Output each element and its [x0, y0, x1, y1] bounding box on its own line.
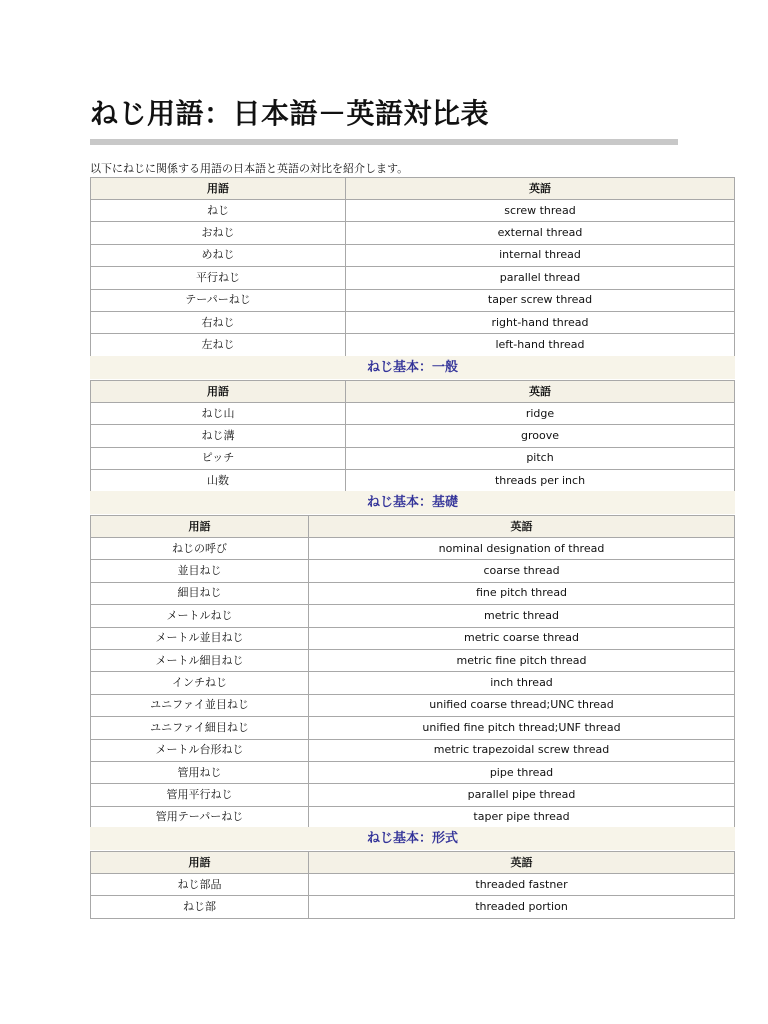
- header-term: 用語: [91, 516, 309, 538]
- section-heading-types: ねじ基本：形式: [90, 827, 735, 850]
- term-japanese: テーパーねじ: [91, 289, 346, 311]
- header-term: 用語: [91, 178, 346, 200]
- table-row: [91, 694, 735, 716]
- term-english: inch thread: [309, 672, 735, 694]
- term-english: groove: [346, 425, 735, 447]
- term-japanese: ユニファイ並目ねじ: [91, 694, 309, 716]
- term-english: internal thread: [346, 244, 735, 266]
- term-japanese: 平行ねじ: [91, 267, 346, 289]
- page-title: ねじ用語：日本語－英語対比表: [90, 97, 490, 130]
- table-header-row: [91, 381, 735, 403]
- term-japanese: メートル並目ねじ: [91, 627, 309, 649]
- term-english: taper pipe thread: [309, 806, 735, 828]
- table-row: [91, 717, 735, 739]
- term-japanese: 管用テーパーねじ: [91, 806, 309, 828]
- term-japanese: ユニファイ細目ねじ: [91, 717, 309, 739]
- term-english: threaded fastner: [309, 874, 735, 896]
- terms-table-types: [90, 851, 735, 919]
- term-japanese: メートルねじ: [91, 605, 309, 627]
- table-row: [91, 425, 735, 447]
- table-row: [91, 267, 735, 289]
- title-divider: [90, 139, 678, 145]
- term-japanese: めねじ: [91, 244, 346, 266]
- term-japanese: メートル細目ねじ: [91, 649, 309, 671]
- table-row: [91, 470, 735, 492]
- header-term: 用語: [91, 381, 346, 403]
- table-row: [91, 896, 735, 918]
- table-row: [91, 582, 735, 604]
- term-japanese: 山数: [91, 470, 346, 492]
- term-english: metric trapezoidal screw thread: [309, 739, 735, 761]
- intro-text: 以下にねじに関係する用語の日本語と英語の対比を紹介します。: [90, 162, 409, 175]
- term-japanese: ねじ: [91, 200, 346, 222]
- term-japanese: ねじ山: [91, 403, 346, 425]
- term-english: threads per inch: [346, 470, 735, 492]
- term-english: parallel pipe thread: [309, 784, 735, 806]
- term-english: right-hand thread: [346, 311, 735, 333]
- term-japanese: 細目ねじ: [91, 582, 309, 604]
- term-english: unified fine pitch thread;UNF thread: [309, 717, 735, 739]
- section-heading-fundamentals: ねじ基本：基礎: [90, 491, 735, 514]
- term-english: screw thread: [346, 200, 735, 222]
- term-japanese: インチねじ: [91, 672, 309, 694]
- term-english: pipe thread: [309, 761, 735, 783]
- table-row: [91, 403, 735, 425]
- term-english: fine pitch thread: [309, 582, 735, 604]
- table-row: [91, 874, 735, 896]
- terms-table-fundamentals: [90, 515, 735, 829]
- table-row: [91, 649, 735, 671]
- table-row: [91, 222, 735, 244]
- term-japanese: ねじの呼び: [91, 538, 309, 560]
- term-japanese: 並目ねじ: [91, 560, 309, 582]
- term-japanese: 左ねじ: [91, 334, 346, 356]
- term-english: threaded portion: [309, 896, 735, 918]
- term-japanese: メートル台形ねじ: [91, 739, 309, 761]
- term-english: nominal designation of thread: [309, 538, 735, 560]
- term-english: metric coarse thread: [309, 627, 735, 649]
- term-japanese: 管用平行ねじ: [91, 784, 309, 806]
- table-row: [91, 605, 735, 627]
- term-english: taper screw thread: [346, 289, 735, 311]
- table-row: [91, 200, 735, 222]
- header-english: 英語: [309, 852, 735, 874]
- term-english: metric thread: [309, 605, 735, 627]
- term-japanese: ピッチ: [91, 447, 346, 469]
- table-row: [91, 560, 735, 582]
- terms-table-general: [90, 380, 735, 493]
- table-row: [91, 806, 735, 828]
- table-row: [91, 311, 735, 333]
- term-english: pitch: [346, 447, 735, 469]
- term-english: metric fine pitch thread: [309, 649, 735, 671]
- table-row: [91, 334, 735, 356]
- section-heading-general: ねじ基本：一般: [90, 356, 735, 379]
- term-japanese: ねじ溝: [91, 425, 346, 447]
- term-japanese: おねじ: [91, 222, 346, 244]
- term-japanese: 管用ねじ: [91, 761, 309, 783]
- table-row: [91, 784, 735, 806]
- table-row: [91, 627, 735, 649]
- table-row: [91, 761, 735, 783]
- term-english: parallel thread: [346, 267, 735, 289]
- table-row: [91, 244, 735, 266]
- table-row: [91, 289, 735, 311]
- header-english: 英語: [346, 178, 735, 200]
- table-header-row: [91, 516, 735, 538]
- term-english: coarse thread: [309, 560, 735, 582]
- term-english: left-hand thread: [346, 334, 735, 356]
- terms-table-basic: [90, 177, 735, 357]
- header-english: 英語: [309, 516, 735, 538]
- header-term: 用語: [91, 852, 309, 874]
- table-row: [91, 447, 735, 469]
- header-english: 英語: [346, 381, 735, 403]
- term-english: unified coarse thread;UNC thread: [309, 694, 735, 716]
- term-english: ridge: [346, 403, 735, 425]
- term-english: external thread: [346, 222, 735, 244]
- table-row: [91, 672, 735, 694]
- term-japanese: 右ねじ: [91, 311, 346, 333]
- table-row: [91, 538, 735, 560]
- term-japanese: ねじ部品: [91, 874, 309, 896]
- table-row: [91, 739, 735, 761]
- table-header-row: [91, 178, 735, 200]
- table-header-row: [91, 852, 735, 874]
- term-japanese: ねじ部: [91, 896, 309, 918]
